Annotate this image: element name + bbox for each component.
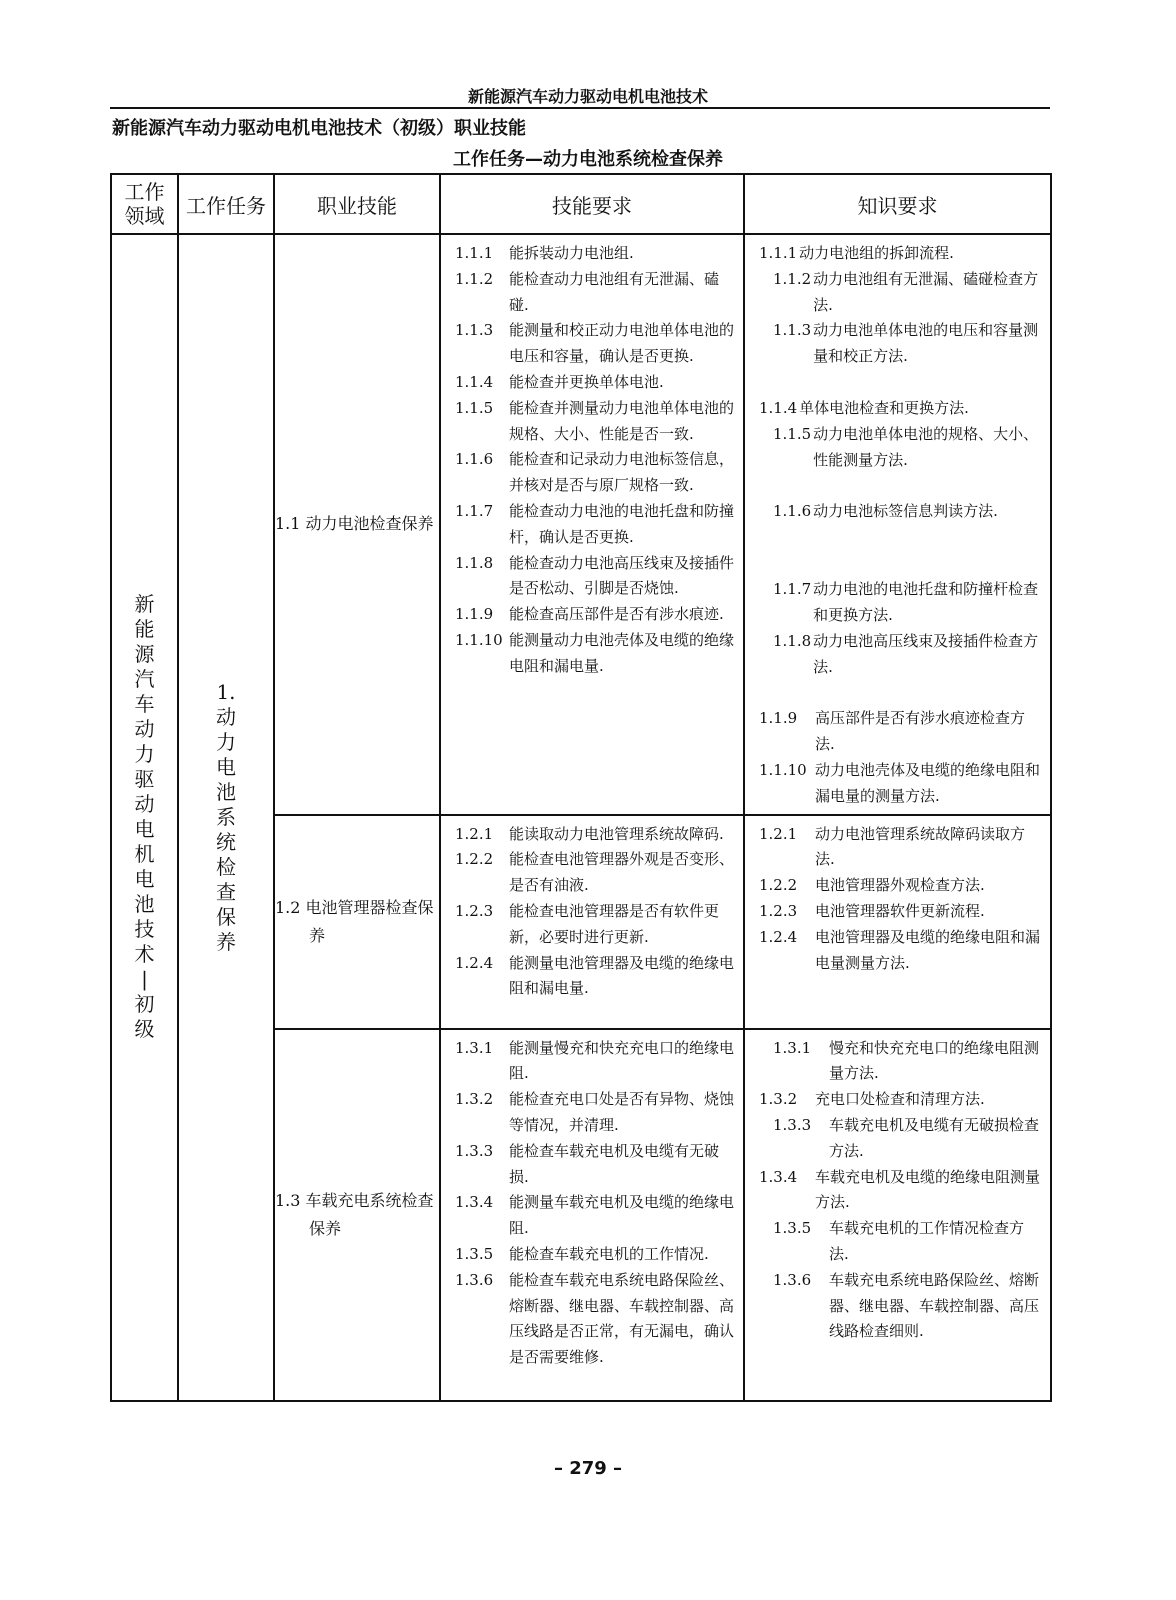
skill-cell [274,815,440,1029]
skill-requirement-item [455,847,735,899]
skill-requirement-item [455,370,735,396]
vertical-char: 统 [216,829,236,854]
item-number: 1.2.2 [759,876,798,895]
item-number: 1.1.8 [773,631,812,650]
item-text: 能拆装动力电池组. [509,244,634,262]
knowledge-requirement-item [759,899,1042,925]
vertical-char: 力 [216,729,236,754]
skill-requirement-item [455,1190,735,1242]
header-skill-requirements: 技能要求 [440,174,744,234]
domain-vertical-text [112,235,177,1400]
item-text: 能测量动力电池壳体及电缆的绝缘电阻和漏电量. [509,630,735,675]
knowledge-requirement-item [759,1036,1042,1088]
item-number: 1.1.5 [455,398,494,417]
item-text: 单体电池检查和更换方法. [799,398,969,417]
skill-requirement-item [455,951,735,1003]
vertical-char: 技 [134,917,155,942]
knowledge-requirement-item [759,706,1042,758]
skill-requirement-item [455,267,735,319]
item-text: 车载充电机的工作情况检查方法. [829,1219,1025,1263]
item-text: 车载充电机及电缆的绝缘电阻测量方法. [815,1167,1041,1212]
item-number: 1.1.4 [455,372,494,391]
skill-number: 1.3 [275,1190,301,1210]
skill-requirement-item [455,499,735,551]
skill-requirements-cell [440,1029,744,1401]
skill-requirement-item [455,602,735,628]
item-text: 电池管理器软件更新流程. [815,901,985,920]
skill-requirement-item [455,318,735,370]
domain-cell [111,234,178,1401]
page-number: – 279 – [553,1458,623,1479]
header-skill: 职业技能 [274,174,440,234]
knowledge-requirement-item [759,758,1042,810]
item-number: 1.2.3 [455,901,494,920]
vertical-char: 池 [134,892,155,917]
item-number: 1.1.6 [455,450,494,469]
item-number: 1.1.9 [759,709,798,728]
item-text: 能检查并测量动力电池单体电池的规格、大小、性能是否一致. [509,398,735,443]
knowledge-requirement-item [759,499,1042,525]
knowledge-requirement-item [759,1268,1042,1345]
item-number: 1.3.5 [773,1219,812,1238]
item-number: 1.2.1 [759,824,798,843]
skill-requirement-item [455,1268,735,1371]
skill-requirement-item [455,1087,735,1139]
vertical-char: 初 [134,992,155,1017]
skill-requirement-item [455,241,735,267]
task-vertical-text [179,235,273,1400]
item-number: 1.2.4 [455,953,494,972]
knowledge-requirement-item [759,577,1042,629]
item-number: 1.3.4 [455,1193,494,1212]
item-text: 动力电池单体电池的电压和容量测量和校正方法. [813,321,1039,366]
item-text: 能检查动力电池高压线束及接插件是否松动、引脚是否烧蚀. [509,553,735,598]
vertical-char: 级 [134,1017,155,1042]
item-number: 1.3.5 [455,1244,494,1263]
item-text: 能检查动力电池组有无泄漏、磕碰. [509,269,720,314]
knowledge-requirement-item [759,267,1042,319]
item-text: 动力电池的电池托盘和防撞杆检查和更换方法. [813,580,1039,624]
item-text: 动力电池组的拆卸流程. [799,244,954,262]
item-text: 能测量慢充和快充充电口的绝缘电阻. [509,1038,735,1083]
skill-number: 1.1 [275,514,301,534]
item-text: 车载充电系统电路保险丝、熔断器、继电器、车载控制器、高压线路检查细则. [829,1270,1040,1341]
vertical-char: 动 [134,792,155,817]
vertical-char: 检 [216,854,236,879]
vertical-char: 动 [134,717,155,742]
item-number: 1.1.6 [773,502,812,521]
item-number: 1.1.7 [773,580,812,599]
skill-requirement-item [455,628,735,680]
vertical-char: 汽 [134,667,155,692]
item-number: 1.3.3 [455,1141,494,1160]
item-text: 能检查并更换单体电池. [509,372,664,391]
item-text: 能测量车载充电机及电缆的绝缘电阻. [509,1193,735,1238]
item-number: 1.2.1 [455,824,494,843]
item-number: 1.3.4 [759,1167,798,1186]
skill-requirement-item [455,447,735,499]
vertical-char: 查 [216,879,236,904]
item-text: 能检查和记录动力电池标签信息，并核对是否与原厂规格一致. [509,450,735,495]
item-number: 1.3.1 [773,1038,812,1057]
vertical-char: 系 [216,804,236,829]
vertical-char: 术 [134,942,155,967]
item-number: 1.2.2 [455,850,494,869]
item-number: 1.1.4 [759,398,798,417]
item-text: 能检查电池管理器是否有软件更新，必要时进行更新. [509,901,720,946]
vertical-char: 机 [134,842,155,867]
item-text: 能检查电池管理器外观是否变形、是否有油液. [509,850,735,895]
task-cell [178,234,274,1401]
header-task: 工作任务 [178,174,274,234]
item-text: 动力电池单体电池的规格、大小、性能测量方法. [813,424,1039,469]
item-number: 1.3.2 [759,1090,798,1109]
skill-requirement-item [455,1139,735,1191]
knowledge-requirements-cell [744,234,1051,815]
item-text: 动力电池高压线束及接插件检查方法. [813,631,1039,676]
item-number: 1.3.6 [455,1270,494,1289]
item-text: 能读取动力电池管理系统故障码. [509,824,724,843]
item-text: 能测量电池管理器及电缆的绝缘电阻和漏电量. [509,953,735,998]
knowledge-requirement-item [759,1113,1042,1165]
running-header: 新能源汽车动力驱动电机电池技术 [467,87,708,106]
item-text: 电池管理器及电缆的绝缘电阻和漏电量测量方法. [815,927,1041,972]
item-number: 1.1.10 [455,630,503,649]
item-text: 充电口处检查和清理方法. [815,1090,985,1109]
skill-requirement-item [455,1036,735,1088]
knowledge-requirements-cell [744,815,1051,1029]
vertical-char: 电 [216,754,236,779]
item-text: 动力电池标签信息判读方法. [813,502,998,521]
item-number: 1.1.5 [773,424,812,443]
item-text: 高压部件是否有涉水痕迹检查方法. [815,709,1026,754]
header-domain-line-2: 领域 [124,204,165,228]
skill-number: 1.2 [275,897,301,917]
skill-text: 电池管理器检查保养 [305,897,434,945]
vertical-char: 电 [134,817,155,842]
item-number: 1.1.8 [455,553,494,572]
document-subtitle: 工作任务—动力电池系统检查保养 [453,149,723,170]
item-number: 1.1.3 [773,321,812,340]
header-knowledge-requirements: 知识要求 [744,174,1051,234]
item-number: 1.3.6 [773,1270,812,1289]
knowledge-requirement-item [759,241,1042,267]
skill-text: 车载充电系统检查保养 [305,1190,434,1238]
table-row [111,234,1051,815]
item-number: 1.1.10 [759,760,807,779]
knowledge-requirement-item [759,925,1042,977]
skill-requirement-item [455,1242,735,1268]
item-number: 1.1.9 [455,605,494,624]
skill-requirements-cell [440,815,744,1029]
knowledge-requirements-cell [744,1029,1051,1401]
header-rule [110,107,1050,109]
vertical-char: 电 [134,867,155,892]
knowledge-requirement-item [759,822,1042,874]
vertical-char: 新 [134,592,155,617]
header-domain-line-1: 工作 [124,180,165,204]
item-text: 能测量和校正动力电池单体电池的电压和容量，确认是否更换. [509,321,735,366]
skill-requirement-item [455,822,735,848]
item-number: 1.3.3 [773,1115,812,1134]
header-domain [111,174,178,234]
item-text: 慢充和快充充电口的绝缘电阻测量方法. [829,1038,1040,1083]
item-number: 1.1.2 [773,269,812,288]
item-number: 1.1.7 [455,501,494,520]
item-number: 1.1.1 [455,244,494,262]
vertical-char: 动 [216,704,236,729]
document-title: 新能源汽车动力驱动电机电池技术（初级）职业技能 [112,118,526,139]
item-number: 1.2.3 [759,901,798,920]
item-number: 1.1.3 [455,321,494,340]
skill-requirement-item [455,396,735,448]
skill-requirement-item [455,551,735,603]
item-text: 车载充电机及电缆有无破损检查方法. [829,1115,1040,1160]
item-text: 动力电池管理系统故障码读取方法. [815,824,1026,869]
knowledge-requirement-item [759,873,1042,899]
item-text: 动力电池组有无泄漏、磕碰检查方法. [813,269,1039,314]
item-text: 能检查动力电池的电池托盘和防撞杆，确认是否更换. [509,501,735,546]
vertical-char: 保 [216,904,236,929]
item-text: 电池管理器外观检查方法. [815,876,985,895]
skill-cell [274,1029,440,1401]
item-text: 能检查高压部件是否有涉水痕迹. [509,605,724,624]
item-number: 1.3.1 [455,1038,494,1057]
table-header-row [111,174,1051,234]
item-number: 1.3.2 [455,1090,494,1109]
item-text: 能检查车载充电系统电路保险丝、熔断器、继电器、车载控制器、高压线路是否正常，有无漏电，确认是否需要维修. [509,1270,735,1367]
item-number: 1.1.2 [455,269,494,288]
vertical-char: 养 [216,929,236,954]
knowledge-requirement-item [759,318,1042,370]
item-text: 能检查车载充电机及电缆有无破损. [509,1141,720,1186]
knowledge-requirement-item [759,629,1042,681]
skills-table [110,173,1052,1402]
vertical-char: 驱 [134,767,155,792]
vertical-char: 池 [216,779,236,804]
item-text: 动力电池壳体及电缆的绝缘电阻和漏电量的测量方法. [815,760,1041,805]
knowledge-requirement-item [759,422,1042,474]
vertical-char: | [141,967,148,992]
skill-text: 动力电池检查保养 [305,514,434,534]
skill-requirements-cell [440,234,744,815]
item-number: 1.2.4 [759,927,798,946]
knowledge-requirement-item [759,1165,1042,1217]
item-number: 1.1.1 [759,244,798,262]
knowledge-requirement-item [759,396,1042,422]
item-text: 能检查充电口处是否有异物、烧蚀等情况，并清理. [509,1090,735,1134]
skill-requirement-item [455,899,735,951]
vertical-char: 源 [134,642,155,667]
item-text: 能检查车载充电机的工作情况. [509,1244,709,1263]
vertical-char: 车 [134,692,155,717]
knowledge-requirement-item [759,1216,1042,1268]
vertical-char: 1. [216,679,236,704]
skill-cell [274,234,440,815]
knowledge-requirement-item [759,1087,1042,1113]
vertical-char: 能 [134,617,155,642]
vertical-char: 力 [134,742,155,767]
